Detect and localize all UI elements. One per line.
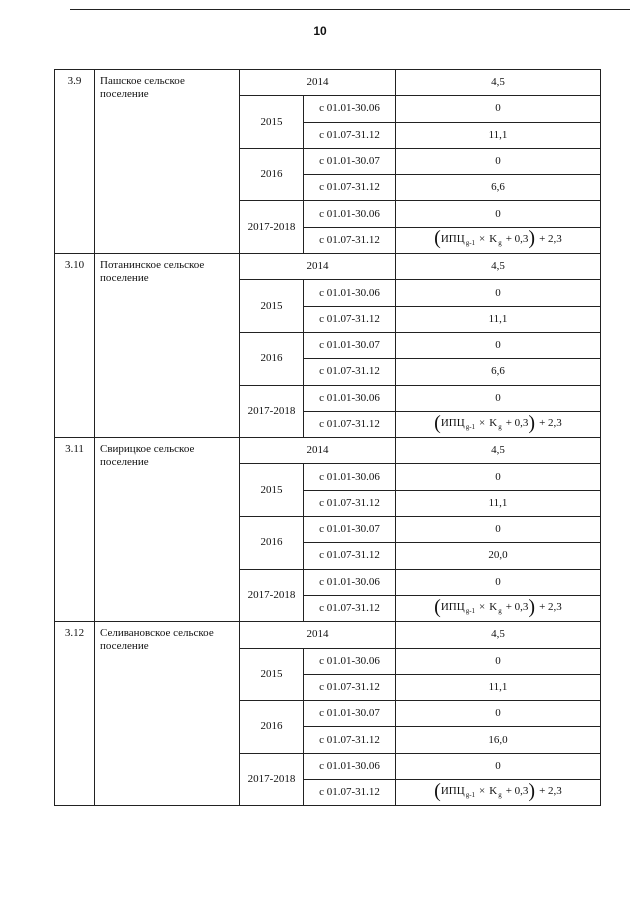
formula-open-paren: ( bbox=[434, 411, 441, 434]
formula bbox=[434, 595, 562, 618]
period-cell: с 01.01-30.06 bbox=[304, 201, 396, 227]
period-cell: с 01.01-30.06 bbox=[304, 96, 396, 122]
base-year: 2014 bbox=[240, 438, 396, 464]
formula-cell bbox=[396, 227, 601, 253]
base-value: 4,5 bbox=[396, 438, 601, 464]
year-cell: 2015 bbox=[240, 648, 304, 701]
formula-times: × bbox=[479, 232, 486, 245]
formula-k-subscript: g bbox=[498, 238, 502, 247]
formula-cell bbox=[396, 411, 601, 437]
value-cell: 0 bbox=[396, 280, 601, 306]
year-cell: 2016 bbox=[240, 148, 304, 201]
formula-ipc-subscript: g-1 bbox=[465, 423, 476, 431]
formula-times: × bbox=[479, 417, 486, 429]
value-cell: 11,1 bbox=[396, 306, 601, 332]
formula-close-paren: ) bbox=[528, 411, 536, 434]
formula-tail: + 2,3 bbox=[539, 785, 562, 798]
formula-plus-const: + 0,3 bbox=[505, 417, 529, 429]
formula-close-paren: ) bbox=[528, 779, 536, 802]
formula-k: K bbox=[489, 785, 498, 798]
year-cell: 2016 bbox=[240, 332, 304, 385]
formula-tail: + 2,3 bbox=[539, 417, 562, 429]
value-cell: 0 bbox=[396, 201, 601, 227]
settlement-name: Свирицкое сельское поселение bbox=[95, 438, 240, 622]
formula bbox=[434, 411, 562, 434]
value-cell: 20,0 bbox=[396, 543, 601, 569]
formula-tail: + 2,3 bbox=[539, 601, 562, 614]
formula bbox=[434, 779, 562, 802]
period-cell: с 01.07-31.12 bbox=[304, 306, 396, 332]
value-cell: 0 bbox=[396, 517, 601, 543]
value-cell: 11,1 bbox=[396, 674, 601, 700]
section-number: 3.10 bbox=[55, 254, 95, 438]
formula-plus-const: + 0,3 bbox=[505, 232, 529, 245]
base-year: 2014 bbox=[240, 70, 396, 96]
formula-k-subscript: g bbox=[498, 607, 502, 616]
period-cell: с 01.01-30.07 bbox=[304, 517, 396, 543]
formula-ipc: ИПЦ bbox=[440, 601, 465, 614]
value-cell: 0 bbox=[396, 753, 601, 779]
value-cell: 0 bbox=[396, 148, 601, 174]
section-number: 3.9 bbox=[55, 70, 95, 254]
year-cell: 2017-2018 bbox=[240, 753, 304, 806]
formula-k: K bbox=[489, 232, 498, 245]
base-year: 2014 bbox=[240, 622, 396, 648]
value-cell: 11,1 bbox=[396, 122, 601, 148]
formula-close-paren: ) bbox=[528, 227, 536, 250]
table-row bbox=[55, 438, 601, 464]
formula-k-subscript: g bbox=[498, 423, 502, 431]
year-cell: 2017-2018 bbox=[240, 201, 304, 254]
value-cell: 0 bbox=[396, 648, 601, 674]
base-year: 2014 bbox=[240, 254, 396, 280]
value-cell: 0 bbox=[396, 332, 601, 358]
period-cell: с 01.01-30.06 bbox=[304, 280, 396, 306]
formula-times: × bbox=[479, 601, 486, 614]
formula-ipc-subscript: g-1 bbox=[465, 238, 476, 247]
value-cell: 0 bbox=[396, 701, 601, 727]
table-row bbox=[55, 70, 601, 96]
period-cell: с 01.01-30.06 bbox=[304, 753, 396, 779]
year-cell: 2017-2018 bbox=[240, 569, 304, 622]
period-cell: с 01.01-30.07 bbox=[304, 701, 396, 727]
tariff-table-body bbox=[55, 70, 601, 806]
period-cell: с 01.01-30.07 bbox=[304, 148, 396, 174]
value-cell: 6,6 bbox=[396, 175, 601, 201]
formula-k: K bbox=[489, 601, 498, 614]
base-value: 4,5 bbox=[396, 254, 601, 280]
value-cell: 6,6 bbox=[396, 359, 601, 385]
period-cell: с 01.01-30.07 bbox=[304, 332, 396, 358]
value-cell: 11,1 bbox=[396, 490, 601, 516]
period-cell: с 01.07-31.12 bbox=[304, 122, 396, 148]
formula bbox=[434, 227, 562, 250]
value-cell: 0 bbox=[396, 96, 601, 122]
period-cell: с 01.07-31.12 bbox=[304, 411, 396, 437]
formula-plus-const: + 0,3 bbox=[505, 785, 529, 798]
year-cell: 2016 bbox=[240, 517, 304, 570]
formula-tail: + 2,3 bbox=[539, 232, 562, 245]
page-top-rule bbox=[70, 9, 630, 10]
value-cell: 0 bbox=[396, 385, 601, 411]
period-cell: с 01.01-30.06 bbox=[304, 464, 396, 490]
period-cell: с 01.07-31.12 bbox=[304, 175, 396, 201]
tariff-table bbox=[54, 69, 601, 806]
page-number: 10 bbox=[313, 24, 327, 38]
year-cell: 2016 bbox=[240, 701, 304, 754]
period-cell: с 01.07-31.12 bbox=[304, 227, 396, 253]
period-cell: с 01.07-31.12 bbox=[304, 595, 396, 621]
formula-k-subscript: g bbox=[498, 791, 502, 800]
value-cell: 16,0 bbox=[396, 727, 601, 753]
section-number: 3.11 bbox=[55, 438, 95, 622]
base-value: 4,5 bbox=[396, 622, 601, 648]
settlement-name: Пашское сельское поселение bbox=[95, 70, 240, 254]
table-row bbox=[55, 622, 601, 648]
year-cell: 2015 bbox=[240, 280, 304, 333]
formula-ipc-subscript: g-1 bbox=[465, 607, 476, 616]
formula-cell bbox=[396, 780, 601, 806]
formula-k: K bbox=[489, 417, 498, 429]
formula-ipc: ИПЦ bbox=[440, 785, 465, 798]
section-number: 3.12 bbox=[55, 622, 95, 806]
period-cell: с 01.07-31.12 bbox=[304, 543, 396, 569]
formula-ipc: ИПЦ bbox=[440, 232, 465, 245]
base-value: 4,5 bbox=[396, 70, 601, 96]
year-cell: 2015 bbox=[240, 96, 304, 149]
year-cell: 2015 bbox=[240, 464, 304, 517]
formula-ipc: ИПЦ bbox=[440, 417, 465, 429]
formula-open-paren: ( bbox=[434, 595, 441, 618]
period-cell: с 01.01-30.06 bbox=[304, 569, 396, 595]
formula-open-paren: ( bbox=[434, 227, 441, 250]
period-cell: с 01.07-31.12 bbox=[304, 674, 396, 700]
formula-open-paren: ( bbox=[434, 779, 441, 802]
value-cell: 0 bbox=[396, 464, 601, 490]
period-cell: с 01.07-31.12 bbox=[304, 727, 396, 753]
formula-close-paren: ) bbox=[528, 595, 536, 618]
formula-times: × bbox=[479, 785, 486, 798]
period-cell: с 01.01-30.06 bbox=[304, 385, 396, 411]
period-cell: с 01.07-31.12 bbox=[304, 490, 396, 516]
formula-plus-const: + 0,3 bbox=[505, 601, 529, 614]
period-cell: с 01.07-31.12 bbox=[304, 359, 396, 385]
period-cell: с 01.01-30.06 bbox=[304, 648, 396, 674]
formula-cell bbox=[396, 595, 601, 621]
settlement-name: Селивановское сельское поселение bbox=[95, 622, 240, 806]
formula-ipc-subscript: g-1 bbox=[465, 791, 476, 800]
settlement-name: Потанинское сельское поселение bbox=[95, 254, 240, 438]
value-cell: 0 bbox=[396, 569, 601, 595]
period-cell: с 01.07-31.12 bbox=[304, 780, 396, 806]
year-cell: 2017-2018 bbox=[240, 385, 304, 438]
table-row bbox=[55, 254, 601, 280]
